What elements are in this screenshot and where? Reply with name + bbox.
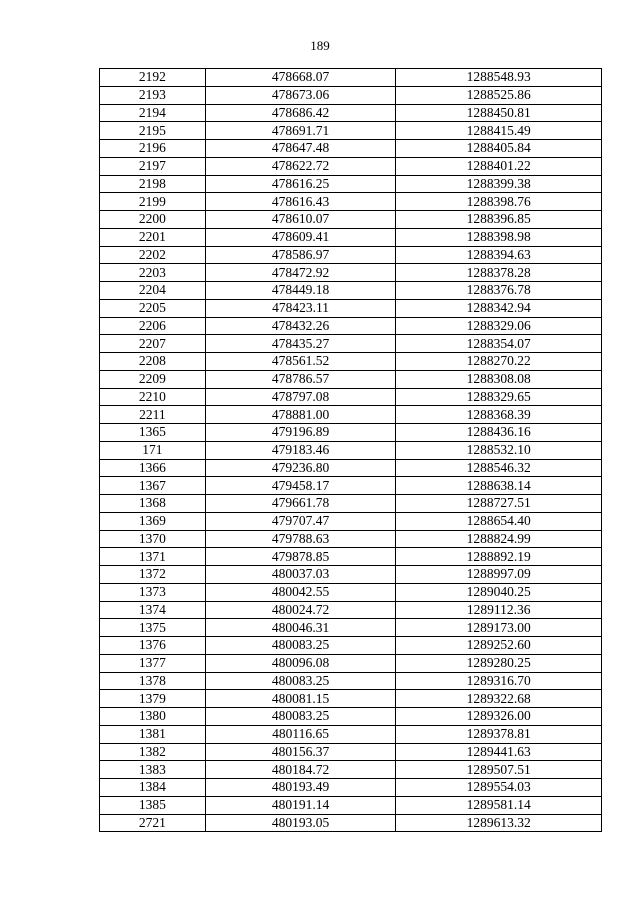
x-coordinate-cell: 479878.85: [205, 548, 396, 566]
table-row: [100, 459, 602, 477]
table-row: [100, 530, 602, 548]
table-row: [100, 761, 602, 779]
point-number-cell: 1365: [100, 424, 206, 442]
y-coordinate-cell: 1288727.51: [396, 495, 602, 513]
table-row: [100, 814, 602, 832]
table-row: [100, 353, 602, 371]
y-coordinate-cell: 1289581.14: [396, 796, 602, 814]
table-row: [100, 122, 602, 140]
x-coordinate-cell: 480042.55: [205, 583, 396, 601]
point-number-cell: 2202: [100, 246, 206, 264]
y-coordinate-cell: 1288997.09: [396, 566, 602, 584]
point-number-cell: 1380: [100, 708, 206, 726]
y-coordinate-cell: 1288368.39: [396, 406, 602, 424]
y-coordinate-cell: 1288405.84: [396, 140, 602, 158]
point-number-cell: 2201: [100, 228, 206, 246]
point-number-cell: 1379: [100, 690, 206, 708]
x-coordinate-cell: 480193.05: [205, 814, 396, 832]
point-number-cell: 2192: [100, 69, 206, 87]
x-coordinate-cell: 478686.42: [205, 104, 396, 122]
y-coordinate-cell: 1288436.16: [396, 424, 602, 442]
table-row: [100, 477, 602, 495]
x-coordinate-cell: 480083.25: [205, 672, 396, 690]
x-coordinate-cell: 480184.72: [205, 761, 396, 779]
x-coordinate-cell: 480156.37: [205, 743, 396, 761]
point-number-cell: 1385: [100, 796, 206, 814]
y-coordinate-cell: 1289112.36: [396, 601, 602, 619]
y-coordinate-cell: 1289613.32: [396, 814, 602, 832]
table-row: [100, 583, 602, 601]
table-row: [100, 654, 602, 672]
y-coordinate-cell: 1288525.86: [396, 86, 602, 104]
table-row: [100, 140, 602, 158]
table-row: [100, 708, 602, 726]
x-coordinate-cell: 479183.46: [205, 441, 396, 459]
y-coordinate-cell: 1288401.22: [396, 157, 602, 175]
y-coordinate-cell: 1288270.22: [396, 353, 602, 371]
point-number-cell: 1382: [100, 743, 206, 761]
y-coordinate-cell: 1288638.14: [396, 477, 602, 495]
table-row: [100, 264, 602, 282]
x-coordinate-cell: 480081.15: [205, 690, 396, 708]
table-row: [100, 246, 602, 264]
table-row: [100, 601, 602, 619]
x-coordinate-cell: 480116.65: [205, 725, 396, 743]
point-number-cell: 2195: [100, 122, 206, 140]
y-coordinate-cell: 1289507.51: [396, 761, 602, 779]
point-number-cell: 2211: [100, 406, 206, 424]
x-coordinate-cell: 479707.47: [205, 512, 396, 530]
table-row: [100, 548, 602, 566]
x-coordinate-cell: 478609.41: [205, 228, 396, 246]
point-number-cell: 2197: [100, 157, 206, 175]
y-coordinate-cell: 1288892.19: [396, 548, 602, 566]
point-number-cell: 2194: [100, 104, 206, 122]
y-coordinate-cell: 1288398.76: [396, 193, 602, 211]
point-number-cell: 2204: [100, 282, 206, 300]
page-number: 189: [310, 38, 330, 53]
table-row: [100, 743, 602, 761]
point-number-cell: 1370: [100, 530, 206, 548]
x-coordinate-cell: 479236.80: [205, 459, 396, 477]
point-number-cell: 2193: [100, 86, 206, 104]
y-coordinate-cell: 1288376.78: [396, 282, 602, 300]
table-row: [100, 86, 602, 104]
point-number-cell: 1383: [100, 761, 206, 779]
x-coordinate-cell: 478797.08: [205, 388, 396, 406]
x-coordinate-cell: 478586.97: [205, 246, 396, 264]
table-row: [100, 211, 602, 229]
point-number-cell: 2200: [100, 211, 206, 229]
table-row: [100, 370, 602, 388]
table-row: [100, 566, 602, 584]
point-number-cell: 1369: [100, 512, 206, 530]
point-number-cell: 2205: [100, 299, 206, 317]
point-number-cell: 1384: [100, 779, 206, 797]
x-coordinate-cell: 478561.52: [205, 353, 396, 371]
x-coordinate-cell: 478449.18: [205, 282, 396, 300]
point-number-cell: 1367: [100, 477, 206, 495]
point-number-cell: 2210: [100, 388, 206, 406]
y-coordinate-cell: 1288398.98: [396, 228, 602, 246]
y-coordinate-cell: 1288342.94: [396, 299, 602, 317]
table-row: [100, 424, 602, 442]
table-row: [100, 637, 602, 655]
y-coordinate-cell: 1288329.06: [396, 317, 602, 335]
x-coordinate-cell: 480046.31: [205, 619, 396, 637]
point-number-cell: 1368: [100, 495, 206, 513]
y-coordinate-cell: 1288548.93: [396, 69, 602, 87]
point-number-cell: 2203: [100, 264, 206, 282]
y-coordinate-cell: 1289441.63: [396, 743, 602, 761]
x-coordinate-cell: 478616.25: [205, 175, 396, 193]
y-coordinate-cell: 1289322.68: [396, 690, 602, 708]
point-number-cell: 1372: [100, 566, 206, 584]
table-row: [100, 335, 602, 353]
x-coordinate-cell: 479788.63: [205, 530, 396, 548]
point-number-cell: 2196: [100, 140, 206, 158]
x-coordinate-cell: 480191.14: [205, 796, 396, 814]
x-coordinate-cell: 480083.25: [205, 708, 396, 726]
point-number-cell: 1377: [100, 654, 206, 672]
y-coordinate-cell: 1288378.28: [396, 264, 602, 282]
point-number-cell: 2208: [100, 353, 206, 371]
point-number-cell: 2209: [100, 370, 206, 388]
point-number-cell: 1374: [100, 601, 206, 619]
x-coordinate-cell: 478616.43: [205, 193, 396, 211]
point-number-cell: 1381: [100, 725, 206, 743]
point-number-cell: 1366: [100, 459, 206, 477]
x-coordinate-cell: 478647.48: [205, 140, 396, 158]
x-coordinate-cell: 480193.49: [205, 779, 396, 797]
x-coordinate-cell: 478673.06: [205, 86, 396, 104]
point-number-cell: 1378: [100, 672, 206, 690]
y-coordinate-cell: 1288329.65: [396, 388, 602, 406]
point-number-cell: 2721: [100, 814, 206, 832]
x-coordinate-cell: 478435.27: [205, 335, 396, 353]
y-coordinate-cell: 1288654.40: [396, 512, 602, 530]
table-row: [100, 725, 602, 743]
table-row: [100, 779, 602, 797]
y-coordinate-cell: 1288394.63: [396, 246, 602, 264]
x-coordinate-cell: 479196.89: [205, 424, 396, 442]
x-coordinate-cell: 479458.17: [205, 477, 396, 495]
y-coordinate-cell: 1289280.25: [396, 654, 602, 672]
table-row: [100, 157, 602, 175]
y-coordinate-cell: 1288415.49: [396, 122, 602, 140]
x-coordinate-cell: 478432.26: [205, 317, 396, 335]
x-coordinate-cell: 478622.72: [205, 157, 396, 175]
point-number-cell: 1371: [100, 548, 206, 566]
point-number-cell: 1376: [100, 637, 206, 655]
coordinates-table-body: [100, 69, 602, 832]
x-coordinate-cell: 478786.57: [205, 370, 396, 388]
point-number-cell: 2206: [100, 317, 206, 335]
point-number-cell: 2198: [100, 175, 206, 193]
x-coordinate-cell: 480096.08: [205, 654, 396, 672]
x-coordinate-cell: 478472.92: [205, 264, 396, 282]
y-coordinate-cell: 1288308.08: [396, 370, 602, 388]
point-number-cell: 1375: [100, 619, 206, 637]
point-number-cell: 2207: [100, 335, 206, 353]
y-coordinate-cell: 1289252.60: [396, 637, 602, 655]
y-coordinate-cell: 1288399.38: [396, 175, 602, 193]
x-coordinate-cell: 478881.00: [205, 406, 396, 424]
y-coordinate-cell: 1289326.00: [396, 708, 602, 726]
x-coordinate-cell: 480083.25: [205, 637, 396, 655]
table-row: [100, 690, 602, 708]
table-row: [100, 406, 602, 424]
table-row: [100, 69, 602, 87]
y-coordinate-cell: 1289378.81: [396, 725, 602, 743]
table-row: [100, 672, 602, 690]
y-coordinate-cell: 1289316.70: [396, 672, 602, 690]
table-row: [100, 317, 602, 335]
table-row: [100, 175, 602, 193]
y-coordinate-cell: 1288354.07: [396, 335, 602, 353]
table-row: [100, 299, 602, 317]
y-coordinate-cell: 1288824.99: [396, 530, 602, 548]
x-coordinate-cell: 480037.03: [205, 566, 396, 584]
y-coordinate-cell: 1288396.85: [396, 211, 602, 229]
y-coordinate-cell: 1289554.03: [396, 779, 602, 797]
y-coordinate-cell: 1288546.32: [396, 459, 602, 477]
table-row: [100, 193, 602, 211]
table-row: [100, 441, 602, 459]
y-coordinate-cell: 1289173.00: [396, 619, 602, 637]
y-coordinate-cell: 1289040.25: [396, 583, 602, 601]
table-row: [100, 619, 602, 637]
x-coordinate-cell: 478691.71: [205, 122, 396, 140]
table-row: [100, 512, 602, 530]
x-coordinate-cell: 479661.78: [205, 495, 396, 513]
x-coordinate-cell: 480024.72: [205, 601, 396, 619]
table-row: [100, 495, 602, 513]
table-row: [100, 104, 602, 122]
point-number-cell: 2199: [100, 193, 206, 211]
y-coordinate-cell: 1288450.81: [396, 104, 602, 122]
table-row: [100, 228, 602, 246]
y-coordinate-cell: 1288532.10: [396, 441, 602, 459]
coordinates-table: [99, 68, 602, 832]
table-row: [100, 388, 602, 406]
point-number-cell: 171: [100, 441, 206, 459]
x-coordinate-cell: 478668.07: [205, 69, 396, 87]
point-number-cell: 1373: [100, 583, 206, 601]
table-row: [100, 282, 602, 300]
table-row: [100, 796, 602, 814]
x-coordinate-cell: 478610.07: [205, 211, 396, 229]
x-coordinate-cell: 478423.11: [205, 299, 396, 317]
